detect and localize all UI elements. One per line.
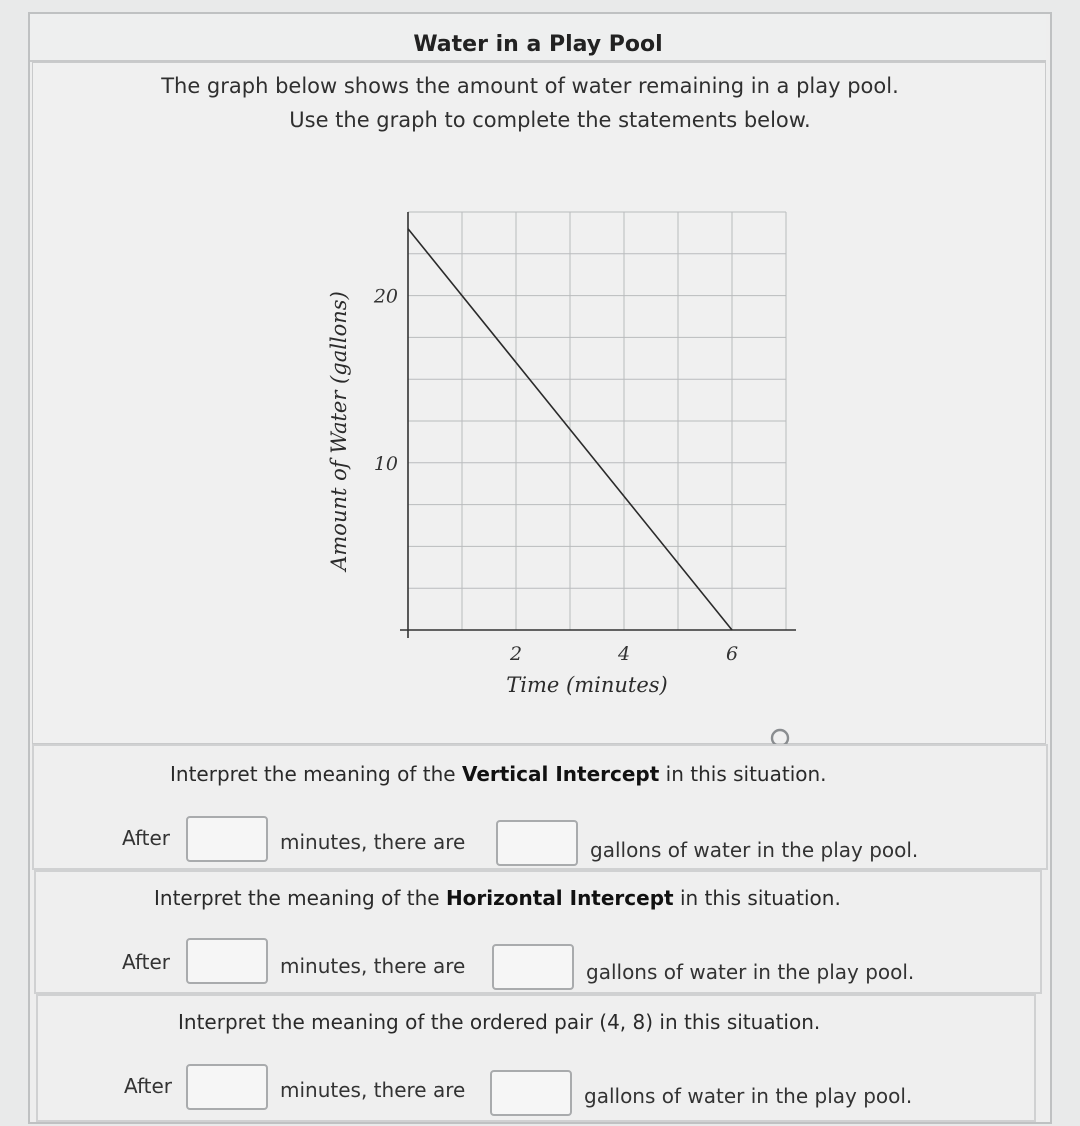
minutes-input[interactable] [186,1064,268,1110]
after-label: After [124,1074,173,1098]
after-label: After [122,950,171,974]
prompt-text: Interpret the meaning of the ordered pair (4, 8) in this situation. [178,1010,821,1034]
minutes-input[interactable] [186,938,268,984]
prompt-bold-term: Vertical Intercept [461,762,660,786]
x-tick-label: 2 [509,643,523,665]
y-tick-label: 10 [373,452,398,475]
title-bar [30,14,1046,62]
middle-text: minutes, there are [280,830,466,854]
x-axis-label: Time (minutes) [506,673,668,697]
x-tick-label: 4 [617,643,631,665]
prompt-text: Interpret the meaning of the [154,886,446,910]
middle-text: minutes, there are [280,954,466,978]
question-prompt [178,1010,820,1034]
x-tick-label: 6 [725,643,739,665]
middle-text: minutes, there are [280,1078,466,1102]
tail-text: gallons of water in the play pool. [586,960,915,984]
prompt-bold-term: Horizontal Intercept [445,886,674,910]
minutes-input[interactable] [186,816,268,862]
instruction-line-1: The graph below shows the amount of water remaining in a play pool. [161,74,899,98]
question-prompt [154,886,841,910]
tail-text: gallons of water in the play pool. [590,838,919,862]
tail-text: gallons of water in the play pool. [584,1084,913,1108]
prompt-text: in this situation. [659,762,827,786]
prompt-text: in this situation. [673,886,841,910]
gallons-input[interactable] [492,944,574,990]
question-prompt [170,762,827,786]
page-title: Water in a Play Pool [413,32,663,57]
prompt-text: Interpret the meaning of the [170,762,462,786]
gallons-input[interactable] [496,820,578,866]
chart-axes [400,212,796,638]
instruction-line-2: Use the graph to complete the statements below. [289,108,811,132]
y-tick-label: 20 [373,285,398,308]
y-axis-label: Amount of Water (gallons) [327,291,351,571]
after-label: After [122,826,171,850]
water-chart [300,190,820,710]
gallons-input[interactable] [490,1070,572,1116]
chart-grid [408,212,786,630]
